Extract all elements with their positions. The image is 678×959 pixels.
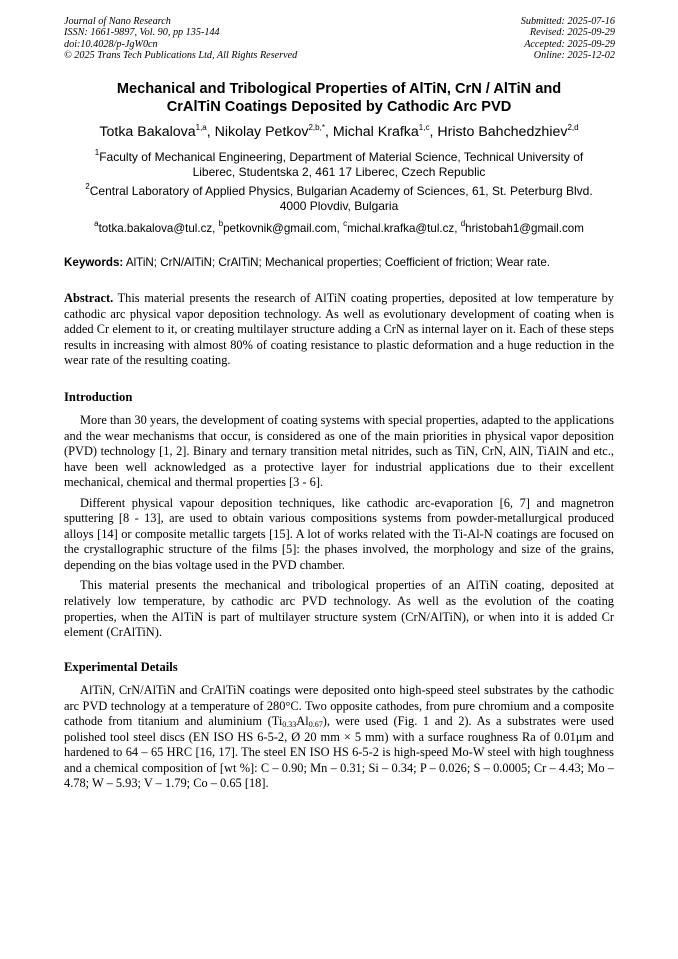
- email-mark: d: [460, 219, 466, 228]
- affiliation-mark: 1: [94, 148, 100, 157]
- email-mark: b: [218, 219, 224, 228]
- journal-name: Journal of Nano Research: [64, 16, 171, 27]
- experimental-section: [64, 683, 614, 797]
- affiliation-line: Faculty of Mechanical Engineering, Department of Material Science, Technical University of: [99, 150, 584, 164]
- publication-dates: [521, 16, 615, 62]
- abstract-label: Abstract.: [64, 291, 114, 305]
- author-name: Michal Krafka: [332, 124, 419, 140]
- paragraph: More than 30 years, the development of coating systems with special properties, adapted to the applications and the wear mechanisms that occur, is considered as one of the main priorities in physical vapor deposition (PVD) technology [1, 2]. Binary and ternary transition metal nitrides, such as TiN, CrN, AlN, TiAlN and etc., have been well acknowledged as a protective layer for industrial applications due to their excellent mechanical, chemical and thermal properties [3 - 6].: [64, 413, 614, 490]
- submitted-date: Submitted: 2025-07-16: [520, 16, 615, 27]
- affiliation-mark: 2: [85, 182, 90, 191]
- subscript: 0.67: [308, 720, 323, 730]
- introduction-section: [64, 413, 614, 646]
- paragraph-text: ), were used (Fig. 1 and 2). As a substrates were used polished tool steel discs (EN ISO HS 6-5-2, Ø 20 mm × 5 mm) with a surface roughness Ra of 0.01μm and hardened to 64 – 65 HRC [16, 17]. The steel EN ISO HS 6-5-2 is high-speed Mo-W steel with high toughness and a chemical composition of [wt %]: C – 0.90; Mn – 0.31; Si – 0.34; P – 0.026; S – 0.0005; Cr – 4.43; Mo – 4.78; W – 5.93; V – 1.79; Co – 0.65 [18].: [64, 714, 614, 791]
- author-name: Hristo Bahchedzhiev: [437, 124, 568, 140]
- author-emails: $^a$totka.bakalova@tul.cz, $^b$petkovnik@gmail.com, $^c$michal.krafka@tul.cz, $^d$hristobah1@gmail.com: [94, 219, 584, 235]
- experimental-heading: Experimental Details: [64, 660, 178, 674]
- author-name: Totka Bakalova: [99, 124, 196, 140]
- email-link[interactable]: totka.bakalova@tul.cz: [98, 222, 213, 235]
- author-affiliation-mark: 1,a: [195, 123, 207, 132]
- paragraph: This material presents the mechanical and tribological properties of an AlTiN coating, deposited at relatively low temperature, by cathodic arc PVD technology. As well as the evolution of the coating properties, when the AlTiN is part of multilayer structure system (CrN/AlTiN), or when into it is added Cr element (CrAlTiN).: [64, 578, 614, 640]
- email-mark: a: [94, 219, 99, 228]
- affiliation-2: [64, 184, 614, 214]
- title-line-2: CrAlTiN Coatings Deposited by Cathodic Arc PVD: [166, 99, 512, 115]
- copyright: © 2025 Trans Tech Publications Ltd, All Rights Reserved: [64, 50, 298, 62]
- abstract: [64, 291, 614, 369]
- online-date: Online: 2025-12-02: [533, 50, 615, 62]
- abstract-text: This material presents the research of AlTiN coating properties, deposited at low temperature by cathodic arc physical vapor deposition technology. As well as evolutionary development of coating when is added Cr element to it, or creating multilayer structure adding a CrN as internal layer on it. Each of these steps results in increasing with almost 80% of coating resistance to plastic deformation and a huge reduction in the wear rate of the resulting coating.: [64, 291, 614, 368]
- element-symbol: Al: [296, 714, 309, 729]
- keywords: [64, 255, 614, 270]
- paragraph: [64, 683, 614, 792]
- paragraph-text: AlTiN, CrN/AlTiN and CrAlTiN coatings were deposited onto high-speed steel substrates by the cathodic arc PVD technology at a temperature of 280°C. Two opposite cathodes, from pure chromium and a composite cathode from titanium and aluminium (Ti: [64, 683, 614, 729]
- email-link[interactable]: michal.krafka@tul.cz: [347, 222, 455, 235]
- title-line-1: Mechanical and Tribological Properties of AlTiN, CrN / AlTiN and: [116, 81, 562, 97]
- affiliation-line: Central Laboratory of Applied Physics, Bulgarian Academy of Sciences, 61, St. Peterburg Blvd.: [89, 184, 593, 198]
- accepted-date: Accepted: 2025-09-29: [524, 38, 615, 50]
- journal-info: [64, 16, 297, 62]
- keywords-text: AlTiN; CrN/AlTiN; CrAlTiN; Mechanical properties; Coefficient of friction; Wear rate.: [125, 256, 551, 269]
- affiliation-line: 4000 Plovdiv, Bulgaria: [279, 199, 399, 214]
- author-affiliation-mark: 1,c: [418, 123, 430, 132]
- author-list: Totka Bakalova$^{1,a}$, Nikolay Petkov$^{2,b,*}$, Michal Krafka$^{1,c}$, Hristo Bahchedzhiev$^{2,d}$: [99, 123, 579, 140]
- affiliation-line: Liberec, Studentska 2, 461 17 Liberec, Czech Republic: [192, 165, 486, 180]
- doi: doi:10.4028/p-JgW0cn: [64, 38, 158, 50]
- issn-volume: ISSN: 1661-9897, Vol. 90, pp 135-144: [64, 27, 220, 39]
- email-link[interactable]: hristobah1@gmail.com: [465, 222, 584, 235]
- paper-title: [64, 80, 614, 116]
- keywords-label: Keywords:: [64, 256, 124, 269]
- author-affiliation-mark: 2,b,*: [308, 123, 325, 132]
- author-name: Nikolay Petkov: [214, 124, 309, 140]
- introduction-heading: Introduction: [64, 390, 133, 404]
- subscript: 0.33: [282, 720, 297, 730]
- affiliation-1: [64, 150, 614, 180]
- email-mark: c: [343, 219, 348, 228]
- email-link[interactable]: petkovnik@gmail.com: [223, 222, 337, 235]
- paragraph: Different physical vapour deposition techniques, like cathodic arc-evaporation [6, 7] and magnetron sputtering [8 - 13], are used to obtain various compositions systems from powder-metallurgical produced alloys [14] or composite metallic targets [15]. A lot of works related with the Ti-Al-N coatings are focused on the crystallographic structure of the films [5]: the phases involved, the morphology and size of the grains, depending on the bias voltage used in the PVD chamber.: [64, 495, 614, 572]
- author-affiliation-mark: 2,d: [567, 123, 579, 132]
- revised-date: Revised: 2025-09-29: [529, 27, 615, 39]
